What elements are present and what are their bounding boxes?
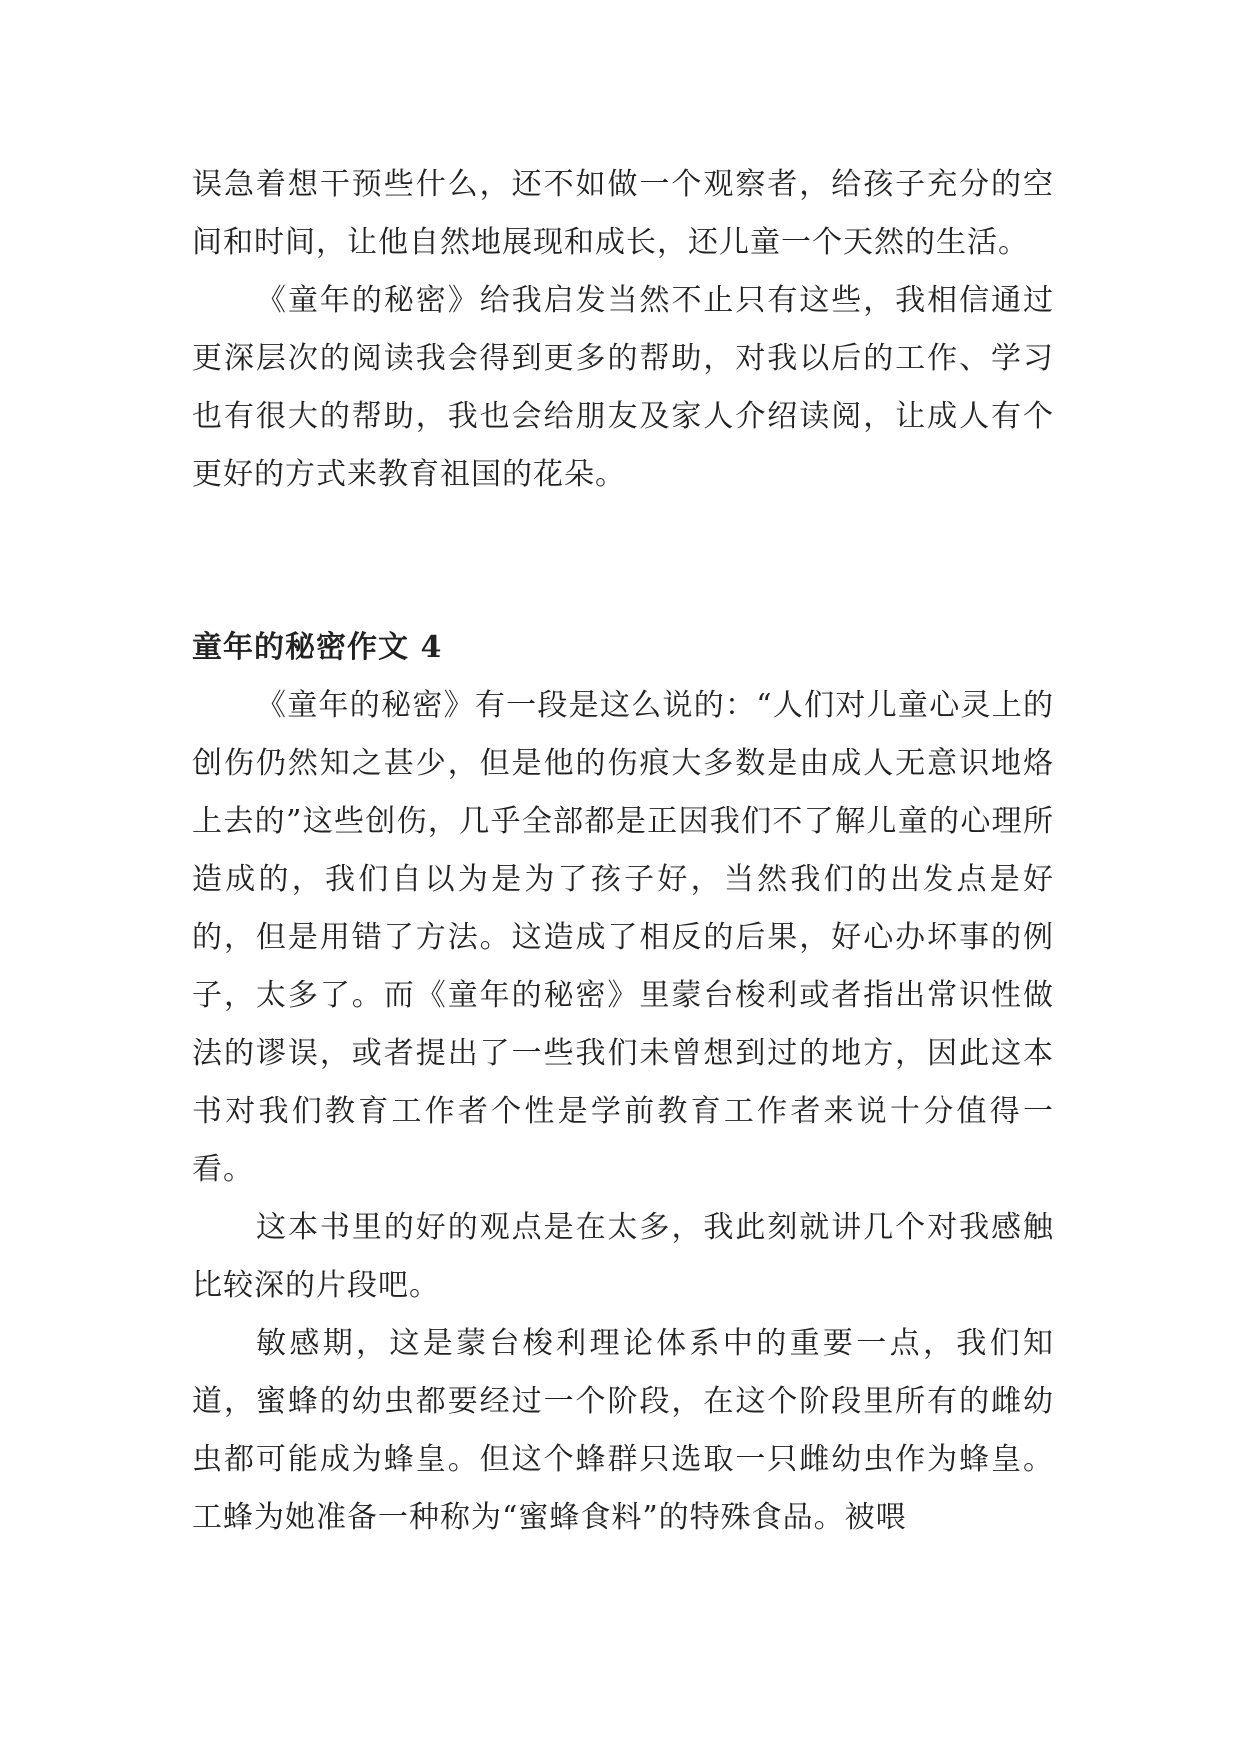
paragraph-conclusion: 《童年的秘密》给我启发当然不止只有这些，我相信通过更深层次的阅读我会得到更多的帮助，对我以后的工作、学习也有很大的帮助，我也会给朋友及家人介绍读阅，让成人有个更好的方式来教育祖国的花朵。	[192, 283, 1054, 492]
section-continued	[192, 156, 1054, 504]
paragraph-quote: 《童年的秘密》有一段是这么说的：“人们对儿童心灵上的创伤仍然知之甚少，但是他的伤痕大多数是由成人无意识地烙上去的”这些创伤，几乎全部都是正因我们不了解儿童的心理所造成的，我们自以为是为了孩子好，当然我们的出发点是好的，但是用错了方法。这造成了相反的后果，好心办坏事的例子，太多了。而《童年的秘密》里蒙台梭利或者指出常识性做法的谬误，或者提出了一些我们未曾想到过的地方，因此这本书对我们教育工作者个性是学前教育工作者来说十分值得一看。	[192, 688, 1054, 1187]
section-heading: 童年的秘密作文 4	[192, 630, 443, 665]
paragraph-continued: 误急着想干预些什么，还不如做一个观察者，给孩子充分的空间和时间，让他自然地展现和成长，还儿童一个天然的生活。	[192, 167, 1054, 260]
paragraph-sensitive-period: 敏感期，这是蒙台梭利理论体系中的重要一点，我们知道，蜜蜂的幼虫都要经过一个阶段，在这个阶段里所有的雌幼虫都可能成为蜂皇。但这个蜂群只选取一只雌幼虫作为蜂皇。工蜂为她准备一种称为“蜜蜂食料”的特殊食品。被喂	[192, 1326, 1054, 1535]
section-essay-4	[192, 619, 1054, 1547]
paragraph-intro: 这本书里的好的观点是在太多，我此刻就讲几个对我感触比较深的片段吧。	[192, 1210, 1054, 1303]
